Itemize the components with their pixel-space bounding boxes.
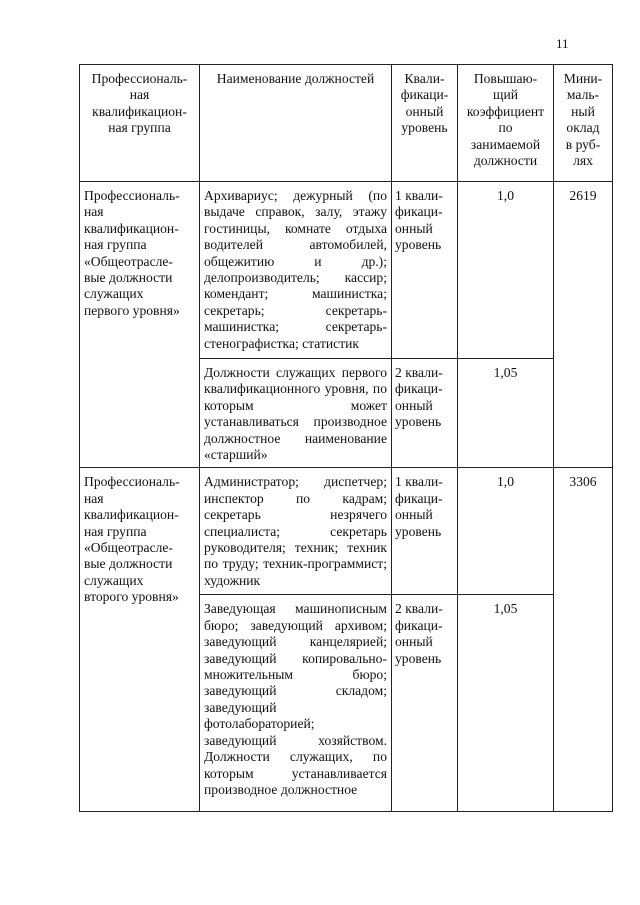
table-row xyxy=(80,182,613,359)
level-cell: 2 квали- фикаци- онный уровень xyxy=(392,359,458,468)
salary-cell: 2619 xyxy=(554,182,613,468)
positions-cell: Должности служащих первого квалификационного уровня, по которым может устанавливаться производное должностное наименование «старший» xyxy=(200,359,392,468)
level-cell: 1 квали- фикаци- онный уровень xyxy=(392,182,458,359)
coefficient-cell: 1,0 xyxy=(458,468,554,595)
header-salary: Мини- маль- ный оклад в руб- лях xyxy=(554,65,613,182)
qualification-table xyxy=(79,64,613,812)
header-level: Квали- фикаци- онный уровень xyxy=(392,65,458,182)
group-name-cell: Профессиональ- ная квалификацион- ная группа «Общеотрасле- вые должности служащих первого уровня» xyxy=(80,182,200,468)
header-coefficient: Повышаю- щий коэффициент по занимаемой должности xyxy=(458,65,554,182)
coefficient-cell: 1,05 xyxy=(458,595,554,812)
level-cell: 1 квали- фикаци- онный уровень xyxy=(392,468,458,595)
coefficient-cell: 1,05 xyxy=(458,359,554,468)
positions-cell: Администратор; диспетчер; инспектор по кадрам; секретарь незрячего специалиста; секретарь руководителя; техник; техник по труду; техник-программист; художник xyxy=(200,468,392,595)
positions-cell: Архивариус; дежурный (по выдаче справок, залу, этажу гостиницы, комнате отдыха водителей автомобилей, общежитию и др.); делопроизводитель; кассир; комендант; машинистка; секретарь; секретарь-машинистка; секретарь-стенографистка; статистик xyxy=(200,182,392,359)
positions-cell: Заведующая машинописным бюро; заведующий архивом; заведующий канцелярией; заведующий копировально-множительным бюро; заведующий складом; заведующий фотолабораторией; заведующий хозяйством. Должности служащих, по которым устанавливается производное должностное xyxy=(200,595,392,812)
header-group: Профессиональ- ная квалификацион- ная группа xyxy=(80,65,200,182)
table-row xyxy=(80,468,613,595)
group-name-cell: Профессиональ- ная квалификацион- ная группа «Общеотрасле- вые должности служащих второго уровня» xyxy=(80,468,200,812)
header-positions: Наименование должностей xyxy=(200,65,392,182)
coefficient-cell: 1,0 xyxy=(458,182,554,359)
table-header-row xyxy=(80,65,613,182)
page-number: 11 xyxy=(556,36,569,51)
level-cell: 2 квали- фикаци- онный уровень xyxy=(392,595,458,812)
salary-cell: 3306 xyxy=(554,468,613,812)
